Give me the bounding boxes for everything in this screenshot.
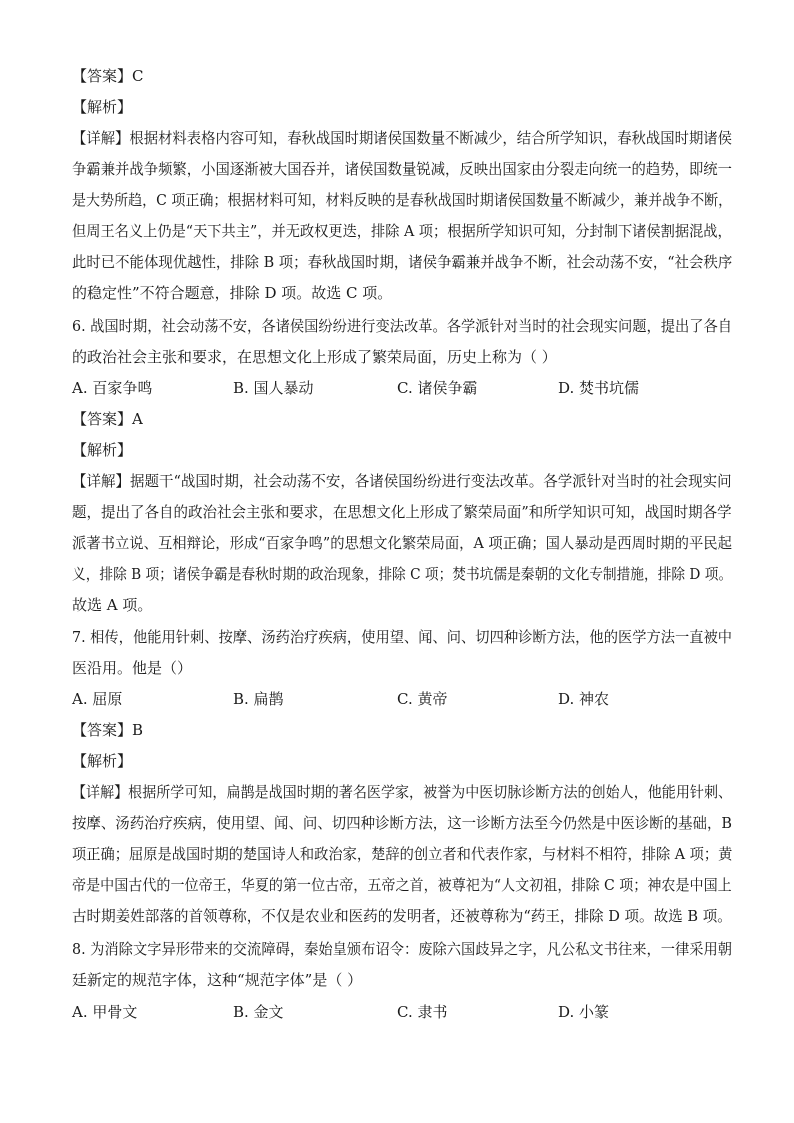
- option-d: D. 焚书坑儒: [558, 379, 640, 397]
- detail-line: 按摩、汤药治疗疾病，使用望、闻、问、切四种诊断方法，这一诊断方法至今仍然是中医诊断的基础，B: [72, 814, 733, 832]
- analysis-label-5: 【解析】: [72, 98, 133, 116]
- option-b: B. 金文: [233, 1003, 284, 1021]
- detail-line: 但周王名义上仍是“天下共主”，并无政权更迭，排除 A 项；根据所学知识可知，分封制下诸侯割据混战，: [72, 222, 732, 240]
- question-6-options: [72, 378, 732, 398]
- answer-label-5: 【答案】C: [72, 67, 144, 85]
- question-7-stem: 医沿用。他是（）: [72, 659, 193, 677]
- question-7-stem: 7. 相传，他能用针刺、按摩、汤药治疗疾病，使用望、闻、问、切四种诊断方法，他的医学方法一直被中: [72, 628, 733, 646]
- detail-line: 是大势所趋，C 项正确；根据材料可知，材料反映的是春秋战国时期诸侯国数量不断减少，兼并战争不断，: [72, 191, 733, 209]
- option-b: B. 扁鹊: [233, 690, 284, 708]
- detail-line: 题，提出了各自的政治社会主张和要求，在思想文化上形成了繁荣局面”和所学知识可知，战国时期各学: [72, 503, 732, 521]
- analysis-label-6: 【解析】: [72, 441, 133, 459]
- option-c: C. 黄帝: [397, 690, 448, 708]
- question-8-stem: 8. 为消除文字异形带来的交流障碍，秦始皇颁布诏令：废除六国歧异之字，凡公私文书往来，一律采用朝: [72, 940, 733, 958]
- option-a: A. 屈原: [72, 690, 123, 708]
- detail-line: 项正确；屈原是战国时期的楚国诗人和政治家，楚辞的创立者和代表作家，与材料不相符，排除 A 项；黄: [72, 845, 733, 863]
- detail-line: 争霸兼并战争频繁，小国逐渐被大国吞并，诸侯国数量锐减，反映出国家由分裂走向统一的趋势，即统一: [72, 160, 732, 178]
- detail-line: 的稳定性”不符合题意，排除 D 项。故选 C 项。: [72, 284, 393, 302]
- detail-line: 派著书立说、互相辩论，形成“百家争鸣”的思想文化繁荣局面，A 项正确；国人暴动是西周时期的平民起: [72, 534, 732, 552]
- option-d: D. 小篆: [558, 1003, 610, 1021]
- option-b: B. 国人暴动: [233, 379, 314, 397]
- question-6-stem: 的政治社会主张和要求，在思想文化上形成了繁荣局面，历史上称为（ ）: [72, 348, 557, 366]
- option-a: A. 百家争鸣: [72, 379, 153, 397]
- detail-line: 【详解】据题干“战国时期，社会动荡不安，各诸侯国纷纷进行变法改革。各学派针对当时的社会现实问: [72, 472, 732, 490]
- option-c: C. 隶书: [397, 1003, 448, 1021]
- question-6-stem: 6. 战国时期，社会动荡不安，各诸侯国纷纷进行变法改革。各学派针对当时的社会现实问题，提出了各自: [72, 317, 733, 335]
- option-c: C. 诸侯争霸: [397, 379, 478, 397]
- detail-line: 此时已不能体现优越性，排除 B 项；春秋战国时期，诸侯争霸兼并战争不断，社会动荡不安，“社会秩序: [72, 253, 733, 271]
- question-7-options: [72, 689, 732, 709]
- detail-line: 【详解】根据材料表格内容可知，春秋战国时期诸侯国数量不断减少，结合所学知识，春秋战国时期诸侯: [72, 129, 732, 147]
- detail-line: 古时期姜姓部落的首领尊称，不仅是农业和医药的发明者，还被尊称为“药王，排除 D 项。故选 B 项。: [72, 907, 732, 925]
- question-8-options: [72, 1002, 732, 1022]
- detail-line: 【详解】根据所学可知，扁鹊是战国时期的著名医学家，被誉为中医切脉诊断方法的创始人，他能用针刺、: [72, 783, 733, 801]
- detail-line: 故选 A 项。: [72, 596, 153, 614]
- detail-line: 帝是中国古代的一位帝王，华夏的第一位古帝，五帝之首，被尊祀为“人文初祖，排除 C 项；神农是中国上: [72, 876, 732, 894]
- answer-label-6: 【答案】A: [72, 410, 143, 428]
- question-8-stem: 廷新定的规范字体，这种“规范字体”是（ ）: [72, 971, 363, 989]
- option-a: A. 甲骨文: [72, 1003, 138, 1021]
- option-d: D. 神农: [558, 690, 610, 708]
- detail-line: 义，排除 B 项；诸侯争霸是春秋时期的政治现象，排除 C 项；焚书坑儒是秦朝的文化专制措施，排除 D 项。: [72, 565, 733, 583]
- answer-label-7: 【答案】B: [72, 721, 144, 739]
- analysis-label-7: 【解析】: [72, 752, 133, 770]
